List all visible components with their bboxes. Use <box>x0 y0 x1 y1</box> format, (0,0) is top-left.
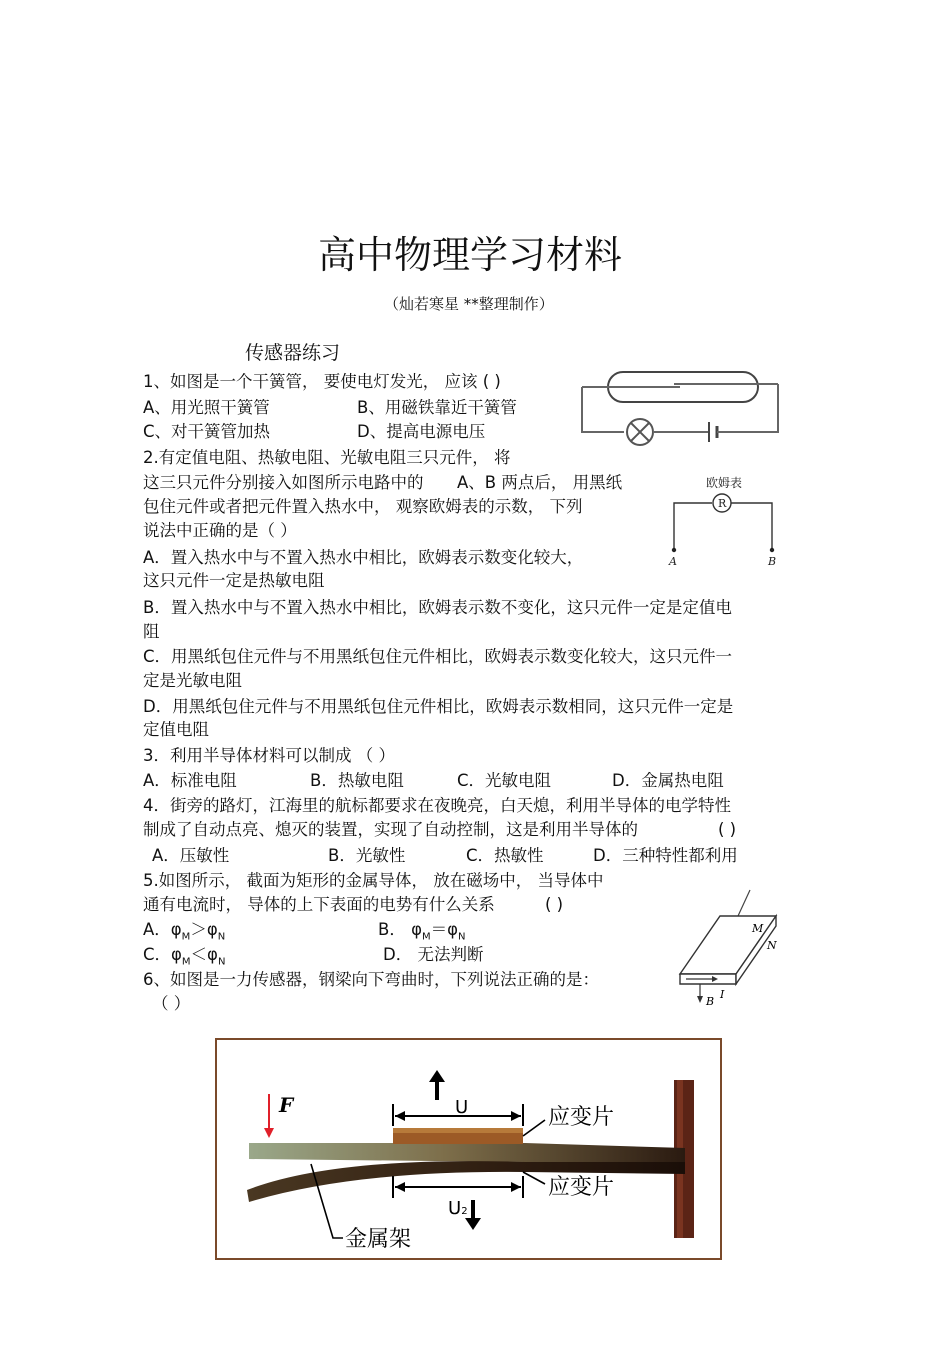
q3-option-d: D．金属热电阻 <box>612 771 724 790</box>
ohmmeter-r-letter: R <box>718 497 727 510</box>
q4-option-c: C．热敏性 <box>466 846 544 865</box>
q2-stem-line3: 包住元件或者把元件置入热水中， 观察欧姆表的示数， 下列 <box>143 497 583 516</box>
q5-option-b: B． $\varphi_M=\varphi_N$ <box>378 920 466 943</box>
q2-option-d-line1: D．用黑纸包住元件与不用黑纸包住元件相比，欧姆表示数相同，这只元件一定是 <box>143 697 734 716</box>
q2-option-c-line2: 定是光敏电阻 <box>143 671 242 690</box>
metal-frame-label: 金属架 <box>345 1227 412 1252</box>
voltage-u2-label: U2 <box>448 1198 468 1219</box>
q1-option-b: B、用磁铁靠近干簧管 <box>357 398 517 417</box>
q2-stem-line2b: A、B 两点后， 用黑纸 <box>457 473 623 492</box>
ohmmeter-label: 欧姆表 <box>706 476 743 490</box>
q4-paren: ( ) <box>718 820 737 839</box>
q2-option-a-line2: 这只元件一定是热敏电阻 <box>143 571 325 590</box>
force-f-label: F <box>279 1093 294 1117</box>
q6-stem-line2: （ ） <box>152 994 191 1013</box>
q1-stem: 1、如图是一个干簧管， 要使电灯发光， 应该 ( ) <box>143 372 501 391</box>
q4-stem-line2: 制成了自动点亮、熄灭的装置，实现了自动控制，这是利用半导体的 <box>143 820 638 839</box>
q2-stem-line4: 说法中正确的是（ ） <box>143 521 297 540</box>
force-sensor-figure <box>215 1038 722 1260</box>
strain-gauge-label-top: 应变片 <box>548 1105 615 1130</box>
q6-stem-line1: 6、如图是一力传感器，钢梁向下弯曲时，下列说法正确的是： <box>143 970 599 989</box>
q4-stem-line1: 4．街旁的路灯，江海里的航标都要求在夜晚亮，白天熄，利用半导体的电学特性 <box>143 796 731 815</box>
q3-option-a: A．标准电阻 <box>143 771 237 790</box>
q1-option-d: D、提高电源电压 <box>357 422 486 441</box>
terminal-b-label: B <box>768 555 777 568</box>
q2-option-d-line2: 定值电阻 <box>143 720 209 739</box>
q2-stem-line2: 这三只元件分别接入如图所示电路中的 <box>143 473 424 492</box>
metal-conductor-figure <box>672 888 784 1008</box>
ohmmeter-circuit-figure <box>664 470 786 570</box>
q2-option-a-line1: A．置入热水中与不置入热水中相比，欧姆表示数变化较大， <box>143 548 584 567</box>
q5-option-a: A．$\varphi_M>\varphi_N$ <box>143 920 226 943</box>
q2-option-b-line2: 阻 <box>143 622 160 641</box>
q2-option-c-line1: C．用黑纸包住元件与不用黑纸包住元件相比，欧姆表示数变化较大，这只元件一 <box>143 647 733 666</box>
q5-option-c: C．$\varphi_M<\varphi_N$ <box>143 945 226 968</box>
q4-option-b: B．光敏性 <box>328 846 406 865</box>
label-b: B <box>706 995 715 1008</box>
q5-stem-line2: 通有电流时， 导体的上下表面的电势有什么关系 <box>143 895 495 914</box>
page-title: 高中物理学习材料 <box>318 233 623 277</box>
q4-option-a: A．压敏性 <box>152 846 230 865</box>
section-title: 传感器练习 <box>245 342 341 364</box>
q2-option-b-line1: B．置入热水中与不置入热水中相比，欧姆表示数不变化，这只元件一定是定值电 <box>143 598 732 617</box>
label-m: M <box>752 922 764 935</box>
strain-gauge-label-bottom: 应变片 <box>548 1175 615 1200</box>
voltage-u1-label: U <box>455 1097 469 1118</box>
q5-paren: ( ) <box>545 895 564 914</box>
q3-option-b: B．热敏电阻 <box>310 771 404 790</box>
q1-option-c: C、对干簧管加热 <box>143 422 271 441</box>
q5-stem-line1: 5.如图所示， 截面为矩形的金属导体， 放在磁场中， 当导体中 <box>143 871 604 890</box>
q5-option-d: D． 无法判断 <box>383 945 484 964</box>
q2-stem-line1: 2.有定值电阻、热敏电阻、光敏电阻三只元件， 将 <box>143 448 511 467</box>
page-subtitle: （灿若寒星 **整理制作） <box>384 295 554 313</box>
label-n: N <box>767 939 777 952</box>
reed-switch-circuit-figure <box>578 366 784 448</box>
q1-option-a: A、用光照干簧管 <box>143 398 270 417</box>
q4-option-d: D．三种特性都利用 <box>593 846 738 865</box>
q3-stem: 3．利用半导体材料可以制成 （ ） <box>143 746 395 765</box>
label-i: I <box>720 988 725 1001</box>
q3-option-c: C．光敏电阻 <box>457 771 552 790</box>
terminal-a-label: A <box>669 555 677 568</box>
